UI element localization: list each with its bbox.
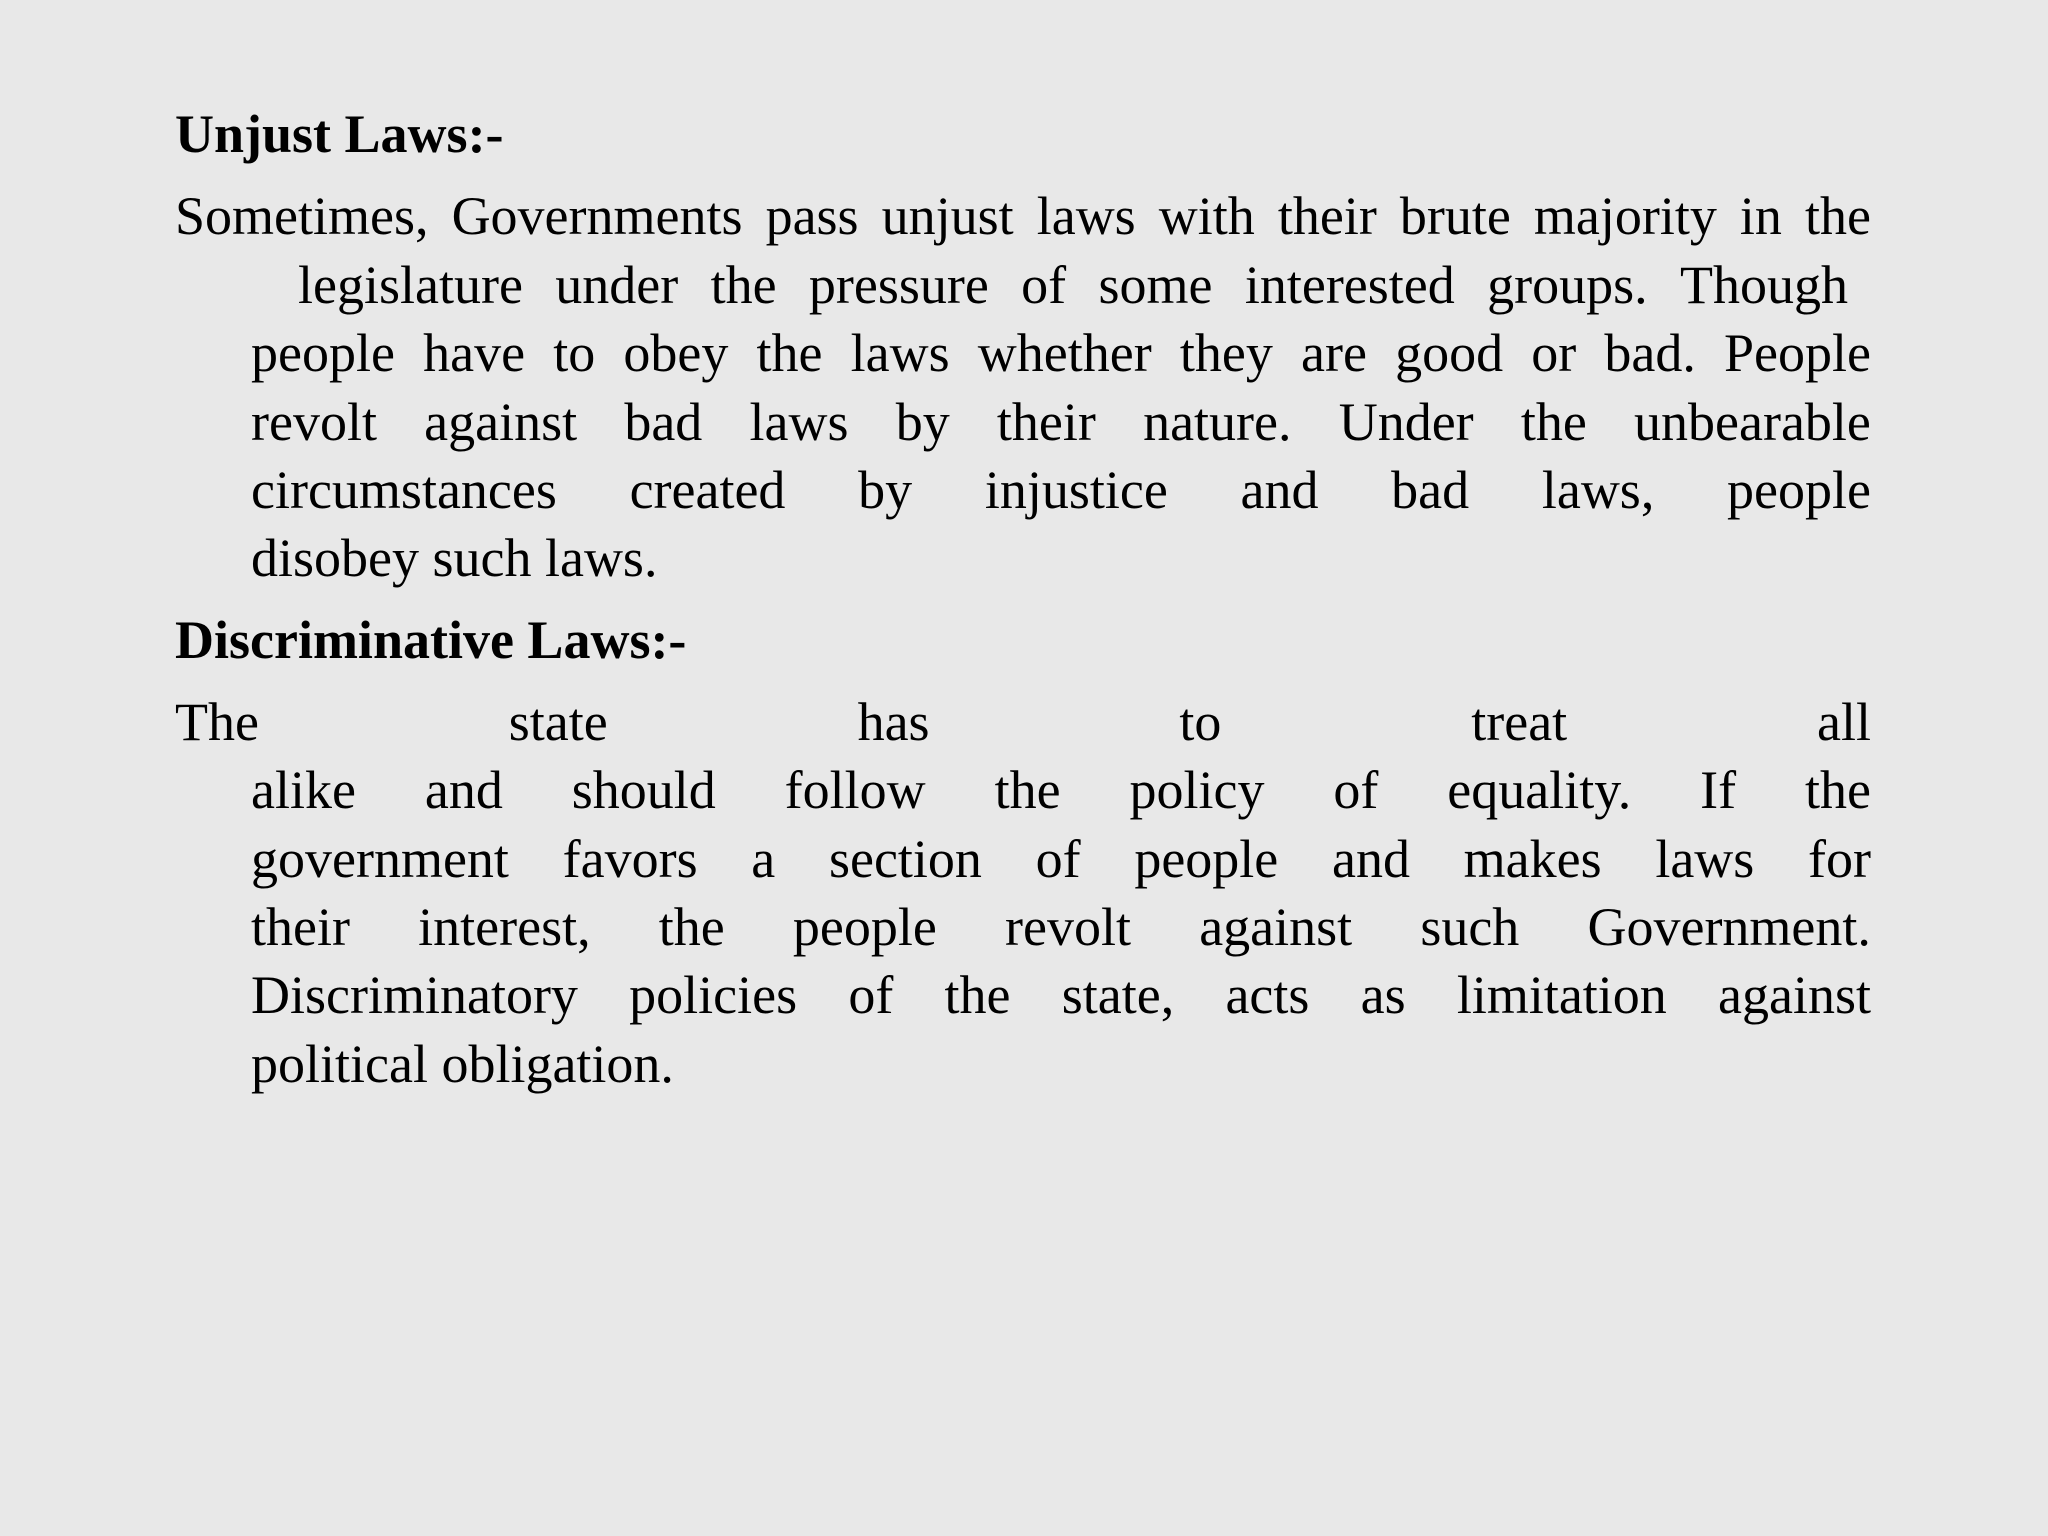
- word: pressure: [808, 255, 989, 315]
- word: groups.: [1487, 255, 1648, 315]
- word: laws: [850, 323, 950, 383]
- word: against: [1199, 897, 1353, 957]
- word: makes: [1463, 829, 1602, 889]
- word: alike: [251, 760, 356, 820]
- word: bad: [1391, 460, 1470, 520]
- word: of: [1035, 829, 1081, 889]
- word: obey: [623, 323, 729, 383]
- word: injustice: [984, 460, 1168, 520]
- word: people: [1134, 829, 1279, 889]
- paragraph-line: political obligation.: [251, 1034, 674, 1094]
- paragraph-line: [251, 323, 1871, 383]
- word: to: [553, 323, 596, 383]
- word: their: [1277, 186, 1377, 246]
- paragraph-line: [175, 186, 1871, 246]
- word: laws: [1036, 186, 1136, 246]
- word: by: [895, 392, 950, 452]
- word: such: [1420, 897, 1520, 957]
- word: and: [1240, 460, 1319, 520]
- word: Sometimes,: [175, 186, 429, 246]
- paragraph-line: [298, 255, 1848, 315]
- word: section: [828, 829, 982, 889]
- word: revolt: [251, 392, 377, 452]
- word: Government.: [1587, 897, 1871, 957]
- word: revolt: [1005, 897, 1132, 957]
- word: People: [1724, 323, 1871, 383]
- word: by: [858, 460, 913, 520]
- paragraph-line: disobey such laws.: [251, 528, 658, 588]
- word: all: [1817, 692, 1871, 752]
- word: with: [1158, 186, 1255, 246]
- word: created: [629, 460, 786, 520]
- paragraph-line: [175, 692, 1871, 752]
- word: bad: [624, 392, 703, 452]
- word: against: [424, 392, 578, 452]
- word: favors: [562, 829, 698, 889]
- word: their: [996, 392, 1096, 452]
- word: has: [857, 692, 930, 752]
- paragraph-line: [251, 897, 1871, 957]
- word: to: [1179, 692, 1222, 752]
- word: the: [994, 760, 1061, 820]
- word: should: [571, 760, 716, 820]
- word: the: [1804, 760, 1871, 820]
- word: nature.: [1143, 392, 1292, 452]
- word: bad.: [1604, 323, 1696, 383]
- paragraph-line: [251, 760, 1871, 820]
- paragraph-line: [251, 392, 1871, 452]
- word: limitation: [1456, 965, 1667, 1025]
- word: they: [1179, 323, 1273, 383]
- word: laws,: [1541, 460, 1655, 520]
- word: Discriminatory: [251, 965, 578, 1025]
- word: policy: [1129, 760, 1265, 820]
- word: as: [1360, 965, 1406, 1025]
- word: laws: [749, 392, 849, 452]
- word: the: [1520, 392, 1587, 452]
- word: Governments: [451, 186, 743, 246]
- word: and: [1331, 829, 1410, 889]
- word: have: [423, 323, 526, 383]
- word: legislature: [298, 255, 523, 315]
- word: state: [508, 692, 608, 752]
- word: brute: [1399, 186, 1511, 246]
- paragraph-line: [251, 460, 1871, 520]
- word: good: [1395, 323, 1504, 383]
- word: the: [710, 255, 777, 315]
- word: their: [251, 897, 350, 957]
- word: the: [756, 323, 823, 383]
- word: laws: [1655, 829, 1755, 889]
- word: under: [555, 255, 679, 315]
- word: interested: [1244, 255, 1455, 315]
- word: equality.: [1447, 760, 1632, 820]
- word: government: [251, 829, 509, 889]
- word: the: [658, 897, 725, 957]
- word: of: [1021, 255, 1067, 315]
- word: follow: [784, 760, 926, 820]
- word: majority: [1533, 186, 1717, 246]
- word: acts: [1225, 965, 1310, 1025]
- word: against: [1718, 965, 1871, 1025]
- word: some: [1098, 255, 1213, 315]
- paragraph-line: [251, 829, 1871, 889]
- word: people: [792, 897, 937, 957]
- word: pass: [765, 186, 859, 246]
- word: interest,: [418, 897, 591, 957]
- word: of: [848, 965, 894, 1025]
- word: a: [751, 829, 776, 889]
- word: circumstances: [251, 460, 557, 520]
- word: policies: [629, 965, 798, 1025]
- word: for: [1808, 829, 1871, 889]
- word: in: [1739, 186, 1782, 246]
- word: unbearable: [1634, 392, 1871, 452]
- word: people: [251, 323, 395, 383]
- word: Though: [1679, 255, 1848, 315]
- word: or: [1531, 323, 1577, 383]
- paragraph-line: [251, 965, 1871, 1025]
- word: If: [1700, 760, 1737, 820]
- word: people: [1727, 460, 1871, 520]
- word: Under: [1338, 392, 1474, 452]
- word: and: [424, 760, 503, 820]
- word: treat: [1471, 692, 1568, 752]
- word: are: [1301, 323, 1367, 383]
- heading-unjust-laws: Unjust Laws:-: [175, 104, 504, 164]
- word: unjust: [881, 186, 1014, 246]
- word: of: [1333, 760, 1379, 820]
- heading-discriminative-laws: Discriminative Laws:-: [175, 610, 687, 670]
- word: the: [1805, 186, 1871, 246]
- word: whether: [977, 323, 1152, 383]
- word: the: [944, 965, 1011, 1025]
- word: state,: [1061, 965, 1175, 1025]
- word: The: [175, 692, 259, 752]
